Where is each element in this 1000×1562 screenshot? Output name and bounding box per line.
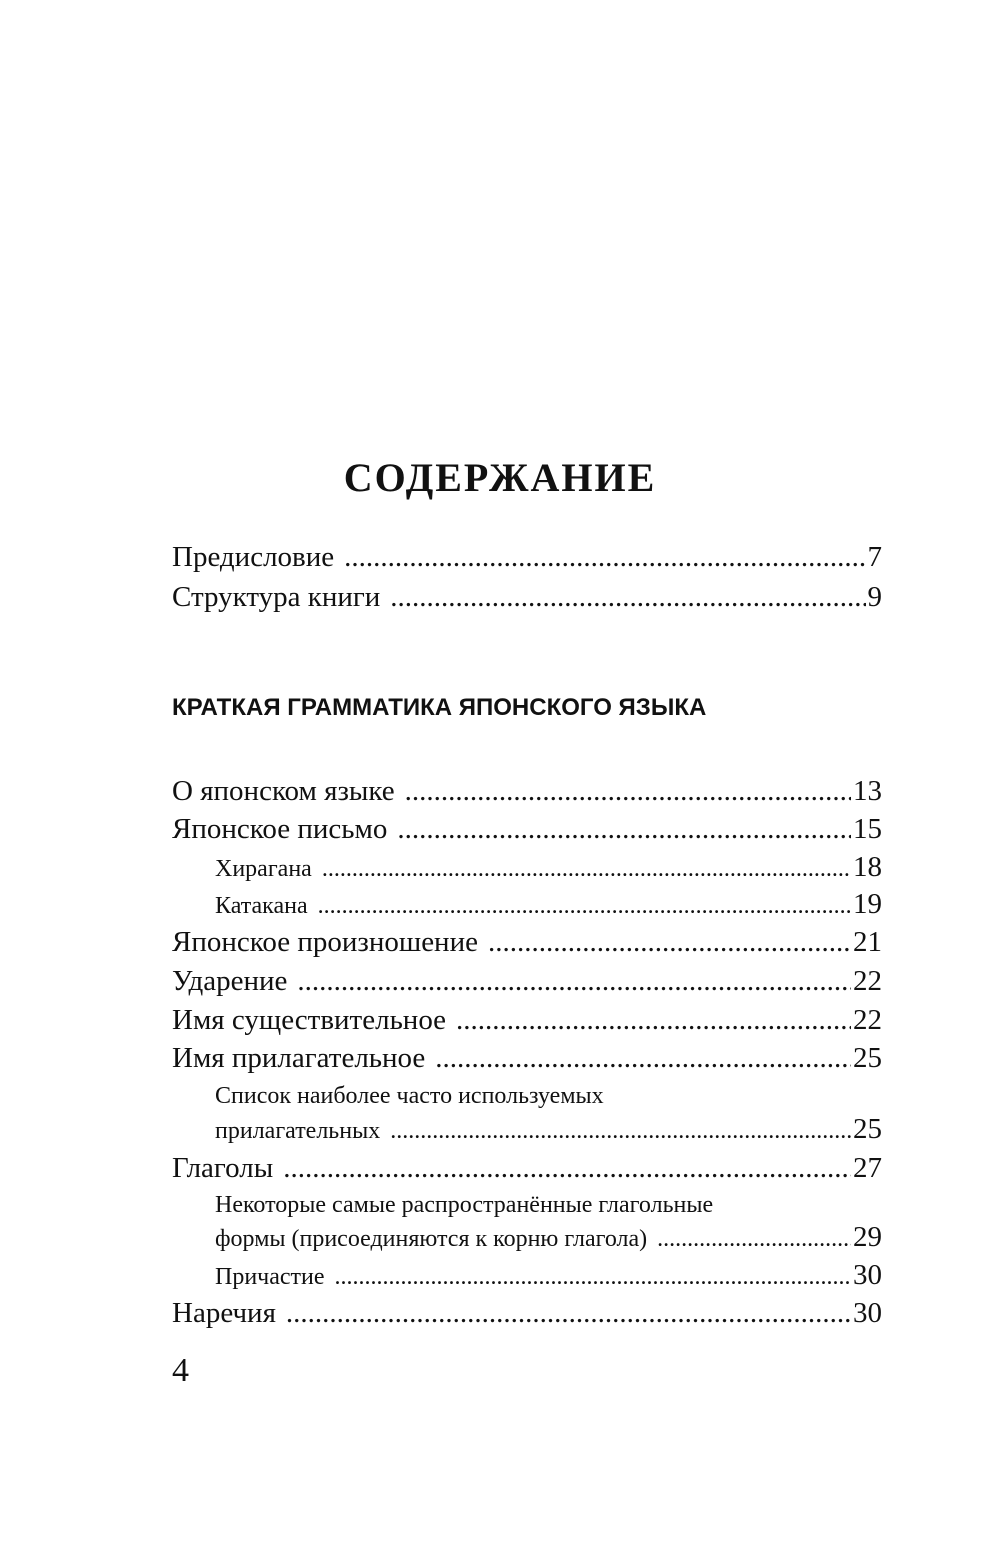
toc-entry-page: 27	[853, 1152, 882, 1184]
toc-entry-katakana[interactable]	[215, 885, 882, 925]
toc-entry-participle[interactable]	[215, 1256, 882, 1296]
page-title: СОДЕРЖАНИЕ	[343, 455, 657, 500]
toc-entry-label: Японское письмо	[172, 813, 388, 845]
toc-entry-preface[interactable]	[172, 538, 882, 576]
toc-entry-label: формы (присоединяются к корню глагола)	[215, 1226, 648, 1252]
toc-entry-pronunciation[interactable]	[172, 923, 882, 961]
toc-entry-page: 18	[853, 851, 882, 883]
leader-dots	[390, 578, 865, 616]
toc-entry-adverbs[interactable]	[172, 1294, 882, 1332]
leader-dots	[318, 887, 851, 925]
toc-entry-label: Имя прилагательное	[172, 1042, 426, 1074]
toc-entry-label: Наречия	[172, 1297, 276, 1329]
toc-entry-label: Глаголы	[172, 1152, 274, 1184]
toc-entry-verbs[interactable]	[172, 1149, 882, 1187]
toc-entry-verb-forms-line1[interactable]: Некоторые самые распространённые глагольные	[215, 1192, 714, 1218]
leader-dots	[488, 923, 851, 961]
leader-dots	[344, 538, 865, 576]
toc-entry-page: 22	[853, 965, 882, 997]
toc-entry-page: 9	[867, 581, 882, 613]
leader-dots	[405, 772, 851, 810]
toc-entry-label: Ударение	[172, 965, 288, 997]
toc-entry-page: 25	[853, 1113, 882, 1145]
toc-entry-book-structure[interactable]	[172, 578, 882, 616]
toc-entry-about-language[interactable]	[172, 772, 882, 810]
toc-entry-page: 22	[853, 1004, 882, 1036]
toc-entry-label: Структура книги	[172, 581, 381, 613]
leader-dots	[456, 1001, 851, 1039]
leader-dots	[397, 810, 851, 848]
leader-dots	[435, 1039, 851, 1077]
page-number: 4	[172, 1352, 189, 1389]
toc-entry-hiragana[interactable]	[215, 848, 882, 888]
toc-entry-adjective-list[interactable]	[215, 1110, 882, 1150]
toc-entry-page: 19	[853, 888, 882, 920]
leader-dots	[322, 850, 851, 888]
leader-dots	[286, 1294, 851, 1332]
toc-entry-page: 21	[853, 926, 882, 958]
toc-entry-writing[interactable]	[172, 810, 882, 848]
toc-entry-page: 30	[853, 1259, 882, 1291]
toc-entry-label: прилагательных	[215, 1118, 381, 1144]
toc-entry-label: О японском языке	[172, 775, 395, 807]
toc-entry-label: Японское произношение	[172, 926, 478, 958]
toc-entry-verb-forms[interactable]	[215, 1218, 882, 1258]
toc-entry-label: Предисловие	[172, 541, 335, 573]
leader-dots	[283, 1149, 851, 1187]
toc-entry-page: 13	[853, 775, 882, 807]
toc-entry-label: Хирагана	[215, 856, 312, 882]
leader-dots	[390, 1112, 851, 1150]
section-heading: КРАТКАЯ ГРАММАТИКА ЯПОНСКОГО ЯЗЫКА	[172, 694, 707, 721]
toc-entry-label: Имя существительное	[172, 1004, 447, 1036]
leader-dots	[335, 1258, 851, 1296]
toc-entry-page: 7	[867, 541, 882, 573]
leader-dots	[297, 962, 851, 1000]
toc-entry-page: 15	[853, 813, 882, 845]
toc-entry-stress[interactable]	[172, 962, 882, 1000]
toc-entry-label: Причастие	[215, 1264, 325, 1290]
toc-entry-label: Катакана	[215, 893, 308, 919]
toc-entry-page: 30	[853, 1297, 882, 1329]
toc-entry-page: 25	[853, 1042, 882, 1074]
leader-dots	[657, 1220, 851, 1258]
toc-entry-page: 29	[853, 1221, 882, 1253]
toc-entry-adjective-list-line1[interactable]: Список наиболее часто используемых	[215, 1083, 604, 1109]
toc-entry-noun[interactable]	[172, 1001, 882, 1039]
toc-entry-adjective[interactable]	[172, 1039, 882, 1077]
